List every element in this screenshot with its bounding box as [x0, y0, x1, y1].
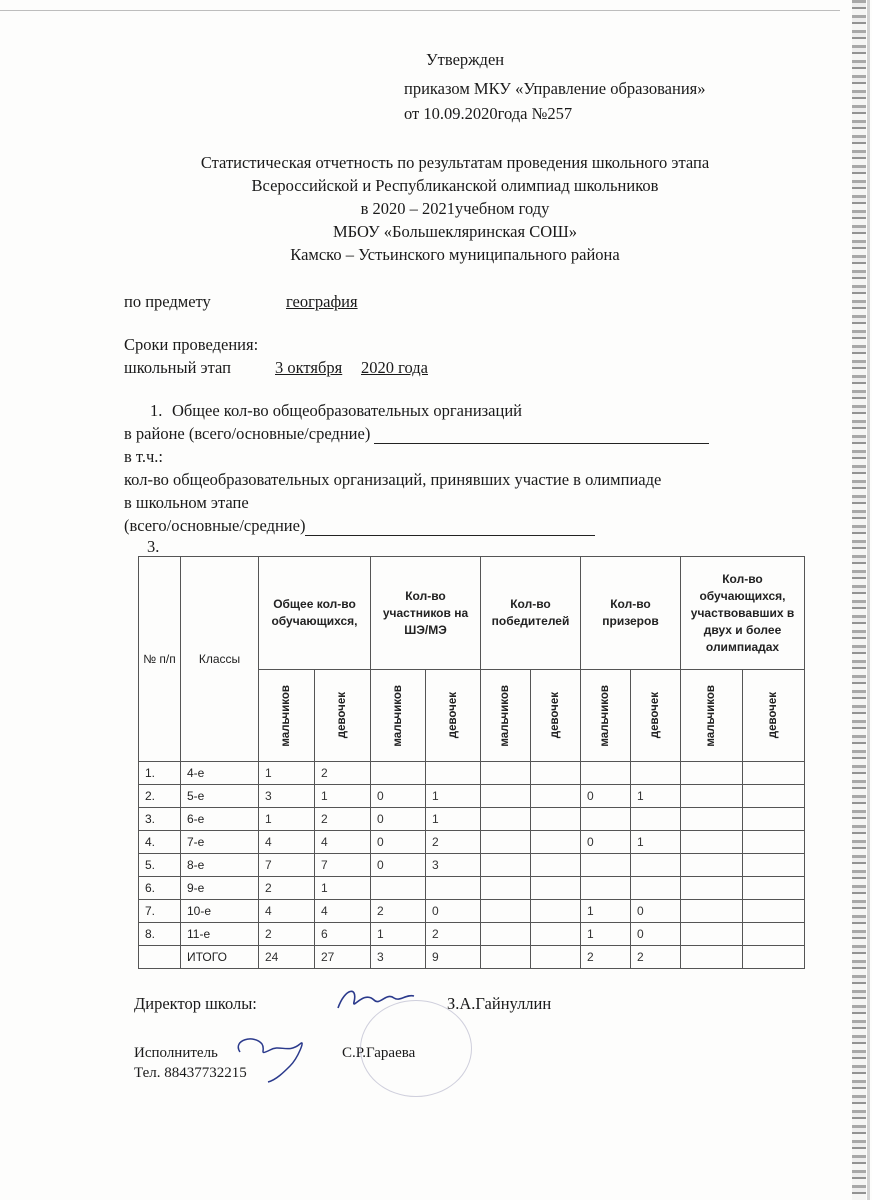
subheader-girls: девочек: [531, 670, 581, 762]
item-1-cont: [124, 424, 709, 444]
table-cell: 0: [371, 831, 426, 854]
table-row: [139, 946, 805, 969]
phone-number: Тел. 88437732215: [134, 1065, 247, 1081]
subject-label: по предмету: [124, 292, 211, 311]
olympiad-stats-table: [138, 556, 805, 969]
row-number: 8.: [139, 923, 181, 946]
row-class: 5-е: [181, 785, 259, 808]
subheader-girls: девочек: [315, 670, 371, 762]
table-row: [139, 762, 805, 785]
director-name: З.А.Гайнуллин: [447, 994, 552, 1013]
table-cell: 4: [259, 900, 315, 923]
table-cell: [531, 854, 581, 877]
table-row: [139, 854, 805, 877]
subheader-boys: мальчиков: [481, 670, 531, 762]
report-title-1: Статистическая отчетность по результатам проведения школьного этапа: [200, 153, 710, 172]
subheader-boys: мальчиков: [259, 670, 315, 762]
subheader-girls: девочек: [631, 670, 681, 762]
col-header-total-students: Общее кол-во обучающихся,: [259, 557, 371, 670]
item-2-text: кол-во общеобразовательных организаций, принявших участие в олимпиаде: [124, 470, 662, 489]
table-cell: [743, 831, 805, 854]
table-row: [139, 831, 805, 854]
stage-label: школьный этап: [124, 358, 231, 377]
table-cell: [743, 785, 805, 808]
table-cell: [371, 762, 426, 785]
row-number: 1.: [139, 762, 181, 785]
table-cell: [681, 900, 743, 923]
table-cell: [743, 854, 805, 877]
row-class: 11-е: [181, 923, 259, 946]
table-cell: 6: [315, 923, 371, 946]
row-number: 7.: [139, 900, 181, 923]
report-title-5: Камско – Устьинского муниципального района: [290, 245, 620, 264]
table-cell: 2: [315, 808, 371, 831]
row-class: 7-е: [181, 831, 259, 854]
table-cell: 1: [315, 877, 371, 900]
table-cell: 0: [371, 808, 426, 831]
table-cell: [743, 762, 805, 785]
table-cell: [581, 762, 631, 785]
row-number: 2.: [139, 785, 181, 808]
table-cell: 1: [581, 923, 631, 946]
table-cell: 4: [315, 831, 371, 854]
item-2-cont2: [124, 516, 595, 536]
row-class: 4-е: [181, 762, 259, 785]
table-cell: [743, 877, 805, 900]
table-cell: [681, 762, 743, 785]
row-number: 6.: [139, 877, 181, 900]
table-cell: [481, 785, 531, 808]
table-cell: [681, 831, 743, 854]
table-cell: [531, 831, 581, 854]
approval-line-3: от 10.09.2020года №257: [404, 104, 573, 123]
table-cell: 2: [581, 946, 631, 969]
table-row: [139, 923, 805, 946]
table-cell: [531, 877, 581, 900]
table-cell: 2: [259, 877, 315, 900]
table-cell: [481, 808, 531, 831]
subheader-boys: мальчиков: [681, 670, 743, 762]
table-cell: [481, 900, 531, 923]
table-cell: [681, 854, 743, 877]
row-class: 10-е: [181, 900, 259, 923]
approval-line-2: приказом МКУ «Управление образования»: [404, 79, 706, 98]
table-cell: [481, 877, 531, 900]
item-2-blank-line: [305, 519, 595, 536]
table-cell: 24: [259, 946, 315, 969]
row-class: 8-е: [181, 854, 259, 877]
table-cell: [681, 808, 743, 831]
table-cell: 0: [631, 900, 681, 923]
item-1-blank-line: [374, 427, 709, 444]
table-cell: 1: [631, 831, 681, 854]
scan-edge-line: [867, 0, 870, 1200]
table-cell: [581, 808, 631, 831]
table-cell: 2: [259, 923, 315, 946]
including-label: в т.ч.:: [124, 447, 164, 466]
table-cell: [531, 785, 581, 808]
row-number: [139, 946, 181, 969]
col-header-prizewinners: Кол-во призеров: [581, 557, 681, 670]
report-title-3: в 2020 – 2021учебном году: [360, 199, 550, 218]
scan-top-rule: [0, 10, 840, 11]
table-cell: [681, 946, 743, 969]
table-cell: [531, 808, 581, 831]
col-header-participants: Кол-во участников на ШЭ/МЭ: [371, 557, 481, 670]
director-signature: [330, 980, 420, 1020]
table-cell: 1: [631, 785, 681, 808]
report-title-2: Всероссийской и Республиканской олимпиад школьников: [251, 176, 659, 195]
approval-line-1: Утвержден: [426, 50, 505, 69]
table-cell: 4: [259, 831, 315, 854]
table-cell: 2: [631, 946, 681, 969]
item-1-text: Общее кол-во общеобразовательных организаций: [172, 401, 522, 420]
row-number: 3.: [139, 808, 181, 831]
item-2-cont2-text: (всего/основные/средние): [124, 516, 306, 535]
table-cell: [631, 808, 681, 831]
table-cell: 7: [315, 854, 371, 877]
table-cell: [743, 923, 805, 946]
table-cell: 3: [259, 785, 315, 808]
table-cell: [371, 877, 426, 900]
table-cell: [631, 854, 681, 877]
table-cell: [681, 877, 743, 900]
row-number: 5.: [139, 854, 181, 877]
col-header-winners: Кол-во победителей: [481, 557, 581, 670]
table-cell: 7: [259, 854, 315, 877]
director-label: Директор школы:: [134, 994, 257, 1013]
table-cell: [481, 946, 531, 969]
row-class: ИТОГО: [181, 946, 259, 969]
table-cell: 0: [426, 900, 481, 923]
table-cell: 4: [315, 900, 371, 923]
table-cell: [426, 762, 481, 785]
table-cell: 0: [371, 785, 426, 808]
table-row: [139, 877, 805, 900]
item-1-cont-text: в районе (всего/основные/средние): [124, 424, 371, 443]
table-cell: [743, 900, 805, 923]
table-cell: [743, 808, 805, 831]
table-cell: 3: [426, 854, 481, 877]
subheader-girls: девочек: [743, 670, 805, 762]
col-header-number: № п/п: [139, 557, 181, 762]
item-2-cont: в школьном этапе: [124, 493, 249, 512]
table-cell: 1: [259, 762, 315, 785]
table-cell: 2: [426, 923, 481, 946]
table-cell: [481, 762, 531, 785]
table-cell: 1: [581, 900, 631, 923]
table-cell: 0: [581, 831, 631, 854]
table-cell: 2: [371, 900, 426, 923]
table-cell: 3: [371, 946, 426, 969]
subheader-girls: девочек: [426, 670, 481, 762]
table-cell: [631, 877, 681, 900]
table-cell: 9: [426, 946, 481, 969]
table-cell: [531, 900, 581, 923]
table-cell: 1: [371, 923, 426, 946]
table-cell: 1: [259, 808, 315, 831]
table-cell: 0: [371, 854, 426, 877]
table-row: [139, 785, 805, 808]
table-cell: 1: [426, 785, 481, 808]
row-class: 9-е: [181, 877, 259, 900]
col-header-multi-olympiad: Кол-во обучающихся, участвовавших в двух и более олимпиадах: [681, 557, 805, 670]
subject-value: география: [286, 292, 358, 311]
subheader-boys: мальчиков: [371, 670, 426, 762]
table-cell: [481, 831, 531, 854]
table-cell: [743, 946, 805, 969]
item-1-number: 1.: [150, 401, 163, 420]
table-cell: 1: [315, 785, 371, 808]
table-body: [139, 762, 805, 969]
stage-date: 3 октября: [275, 358, 343, 377]
table-cell: 27: [315, 946, 371, 969]
stage-year: 2020 года: [361, 358, 428, 377]
table-cell: 1: [426, 808, 481, 831]
table-cell: 2: [315, 762, 371, 785]
table-cell: 2: [426, 831, 481, 854]
table-cell: [531, 946, 581, 969]
executor-label: Исполнитель: [134, 1045, 218, 1061]
executor-signature: [228, 1030, 328, 1085]
table-cell: [481, 923, 531, 946]
executor-name: С.Р.Гараева: [342, 1045, 416, 1061]
table-cell: [631, 762, 681, 785]
table-cell: [681, 785, 743, 808]
dates-label: Сроки проведения:: [124, 335, 259, 354]
scan-edge-strip: [852, 0, 866, 1200]
report-title-4: МБОУ «Большекляринская СОШ»: [332, 222, 578, 241]
table-row: [139, 900, 805, 923]
subheader-boys: мальчиков: [581, 670, 631, 762]
table-cell: [531, 923, 581, 946]
table-cell: 0: [581, 785, 631, 808]
table-cell: 0: [631, 923, 681, 946]
table-cell: [681, 923, 743, 946]
table-row: [139, 808, 805, 831]
row-class: 6-е: [181, 808, 259, 831]
table-cell: [426, 877, 481, 900]
table-cell: [531, 762, 581, 785]
item-3-number: 3.: [147, 537, 160, 556]
table-cell: [581, 877, 631, 900]
table-cell: [481, 854, 531, 877]
row-number: 4.: [139, 831, 181, 854]
col-header-classes: Классы: [181, 557, 259, 762]
table-cell: [581, 854, 631, 877]
